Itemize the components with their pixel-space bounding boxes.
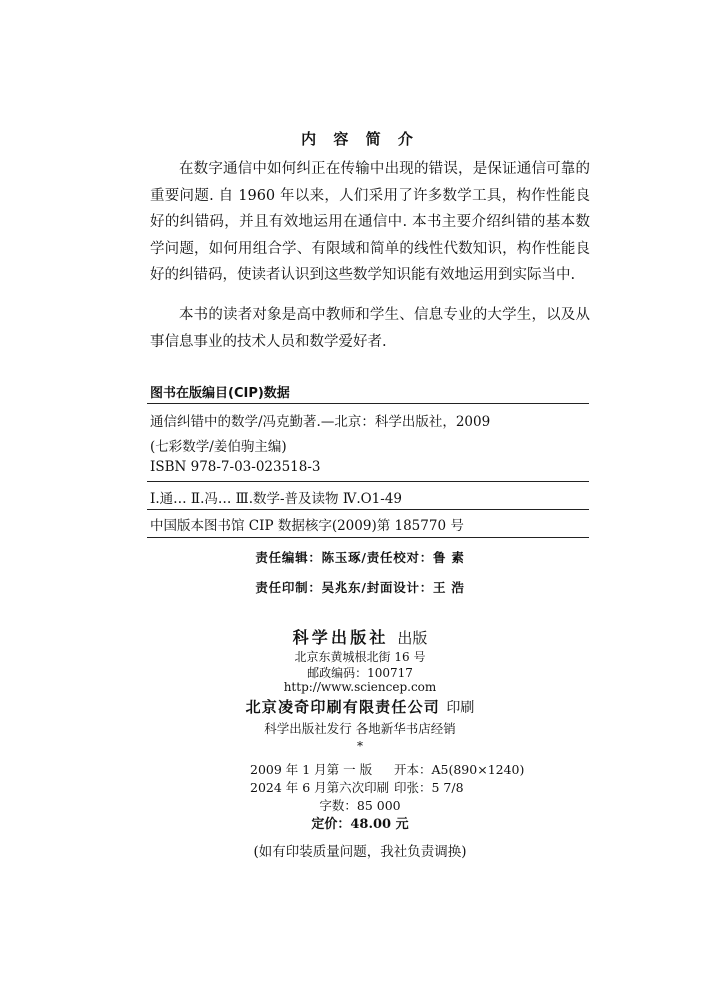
editor-credits: 责任编辑：陈玉琢/责任校对：鲁 素 [255,550,465,565]
cip-rule-top [147,403,589,404]
printer-line [0,696,720,717]
cip-rule-2 [147,481,589,482]
cip-series-line: (七彩数学/姜伯驹主编) [150,439,287,455]
price: 定价：48.00 元 [311,817,409,832]
publisher-name: 科学出版社 [292,628,389,647]
printing-date: 2024 年 6 月第六次印刷 [250,780,390,795]
format-info: 开本：A5(890×1240) [394,762,525,777]
cip-title-line: 通信纠错中的数学/冯克勤著.—北京：科学出版社，2009 [150,414,491,430]
publisher-url: http://www.sciencep.com [283,680,437,694]
quality-notice: (如有印装质量问题，我社负责调换) [253,844,467,860]
printer-name: 北京凌奇印刷有限责任公司 [245,698,440,716]
production-credits: 责任印制：吴兆东/封面设计：王 浩 [255,580,465,595]
cip-rule-3 [147,509,589,510]
printing-row [250,778,464,796]
cip-rule-bottom [147,537,589,538]
cip-heading: 图书在版编目(CIP)数据 [150,386,290,401]
publisher-suffix: 出版 [397,629,428,647]
sheets-info: 印张：5 7/8 [394,780,464,795]
separator-star: * [357,739,363,753]
distribution-line: 科学出版社发行 各地新华书店经销 [264,721,456,736]
intro-paragraph-1: 在数字通信中如何纠正在传输中出现的错误，是保证通信可靠的重要问题. 自 1960 年以来，人们采用了许多数学工具，构作性能良好的纠错码，并且有效地运用在通信中. 本书主要介绍纠错的基本数学问题，如何用组合学、有限域和简单的线性代数知识，构作性能良好的纠错码，使读者认识到这些数学知识能有效地运用到实际当中. [150,161,590,283]
publisher-line [0,625,720,648]
printer-suffix: 印刷 [446,700,475,716]
edition-date: 2009 年 1 月第 一 版 [250,762,373,777]
publisher-postcode: 邮政编码：100717 [307,666,413,680]
intro-title: 内 容 简 介 [301,130,419,148]
intro-paragraph-2: 本书的读者对象是高中教师和学生、信息专业的大学生，以及从事信息事业的技术人员和数学爱好者. [150,307,590,350]
cip-isbn-line: ISBN 978-7-03-023518-3 [150,459,321,475]
publisher-address: 北京东黄城根北街 16 号 [294,650,426,664]
cip-number-line: 中国版本图书馆 CIP 数据核字(2009)第 185770 号 [150,518,464,534]
cip-subject-line: Ⅰ.通… Ⅱ.冯… Ⅲ.数学-普及读物 Ⅳ.O1-49 [150,491,403,507]
edition-row [250,760,525,778]
word-count: 字数：85 000 [319,798,401,813]
